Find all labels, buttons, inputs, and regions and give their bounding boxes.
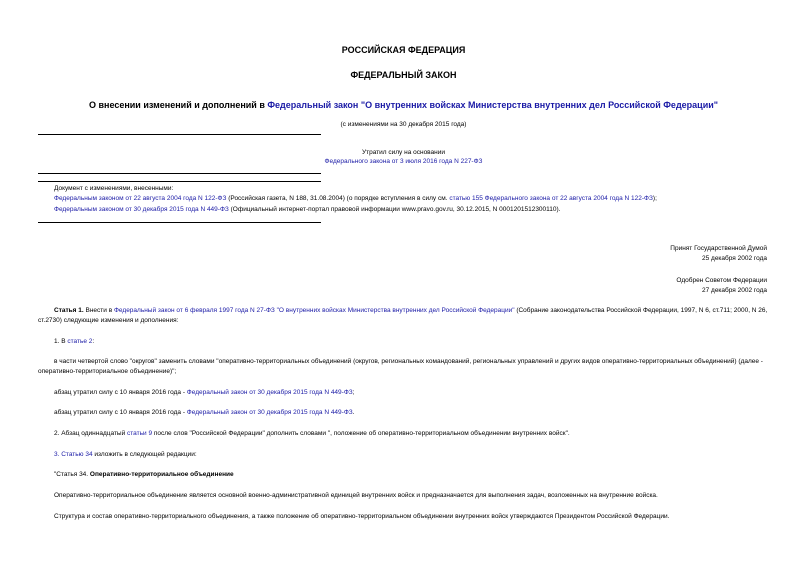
council-label: Одобрен Советом Федерации [676,277,767,284]
item-1 [54,337,94,347]
expired-paragraph-2 [54,408,355,418]
item-3 [54,450,197,460]
item-2-prefix: 2. Абзац одиннадцатый [54,430,128,437]
article-1-paragraph [38,306,773,326]
item-1-part-4: в части четвертой слово "округов" заменить словами "оперативно-территориальных объединений (округов, региональных командований, региональных управлений и других видов оперативно-территориальных объединений) (далее - оперативно-территориальное объединение)"; [38,358,763,375]
divider [38,222,321,223]
article-1-text: Внести в [83,307,114,314]
expired-label: Утратил силу на основании [361,149,446,156]
article-1-label: Статья 1. [54,307,84,314]
changes-item-1-text: (Российская газета, N 188, 31.08.2004) (о порядке вступления в силу см. [226,195,450,202]
law-27-fz-link[interactable]: Федеральный закон от 6 февраля 1997 года N 27-ФЗ "О внутренних войсках Министерства внутренних дел Российской Федерации" [113,307,515,314]
expired-paragraph-1-text: абзац утратил силу с 10 января 2016 года - [54,389,187,396]
item-1-suffix: : [92,338,95,345]
changes-item-1-end: ); [652,195,657,202]
article-9-link[interactable]: статьи 9 [127,430,153,437]
article-34-paragraph-1: Оперативно-территориальное объединение является основной военно-административной единицей внутренних войск и предназначается для выполнения задач, возложенных на внутренние войска. [54,492,658,499]
expired-paragraph-2-text: абзац утратил силу с 10 января 2016 года - [54,409,187,416]
divider [38,173,321,174]
item-2-suffix: после слов "Российской Федерации" дополнить словами ", положение об оперативно-территориальном объединении внутренних войск". [152,430,570,437]
article-34-title: Оперативно-территориальное объединение [89,471,234,478]
divider [38,134,321,135]
article-2-link[interactable]: статье 2 [67,338,93,345]
article-34-link[interactable]: 3. Статью 34 [54,451,93,458]
article-34-heading [54,470,234,480]
changes-intro: Документ с изменениями, внесенными: [54,185,174,192]
law-449-link[interactable]: Федеральный закон от 30 декабря 2015 года N 449-ФЗ [186,409,353,416]
law-449-link[interactable]: Федеральный закон от 30 декабря 2015 года N 449-ФЗ [186,389,353,396]
item-3-suffix: изложить в следующей редакции: [92,451,197,458]
divider [38,181,321,182]
country-heading: РОССИЙСКАЯ ФЕДЕРАЦИЯ [341,45,466,55]
revision-note: (с изменениями на 30 декабря 2015 года) [340,121,467,128]
article-155-link[interactable]: статью 155 Федерального закона от 22 августа 2004 года N 122-ФЗ [449,195,653,202]
article-1-text-end: (Собрание законодательства Российской Федерации, 1997, N 6, ст.711; 2000, N 26, ст.2730) следующие изменения и дополнения: [38,307,768,324]
item-2 [54,429,570,439]
amendment-law-link-449[interactable]: Федеральным законом от 30 декабря 2015 года N 449-ФЗ [54,206,229,213]
document-title [0,100,807,110]
item-1-prefix: 1. В [54,338,68,345]
doc-type-heading: ФЕДЕРАЛЬНЫЙ ЗАКОН [350,70,457,80]
expired-paragraph-1-end: ; [352,389,355,396]
article-34-paragraph-2: Структура и состав оперативно-территориального объединения, а также положение об оперативно-территориальном объединении внутренних войск утверждаются Президентом Российской Федерации. [54,513,670,520]
duma-label: Принят Государственной Думой [670,245,767,252]
changes-item-2-text: (Официальный интернет-портал правовой информации www.pravo.gov.ru, 30.12.2015, N 0001201512300110). [228,206,561,213]
title-law-link[interactable]: Федеральный закон "О внутренних войсках Министерства внутренних дел Российской Федерации" [267,100,719,110]
changes-item-2 [54,205,774,215]
duma-date: 25 декабря 2002 года [701,255,767,262]
expired-law-link[interactable]: Федерального закона от 3 июля 2016 года N 227-ФЗ [324,158,483,165]
council-date: 27 декабря 2002 года [701,287,767,294]
expired-paragraph-1 [54,388,355,398]
title-prefix: О внесении изменений и дополнений в [88,100,268,110]
changes-item-1 [54,194,774,204]
article-34-prefix: "Статья 34. [54,471,90,478]
amendment-law-link-122[interactable]: Федеральным законом от 22 августа 2004 года N 122-ФЗ [54,195,227,202]
expired-paragraph-2-end: . [352,409,355,416]
